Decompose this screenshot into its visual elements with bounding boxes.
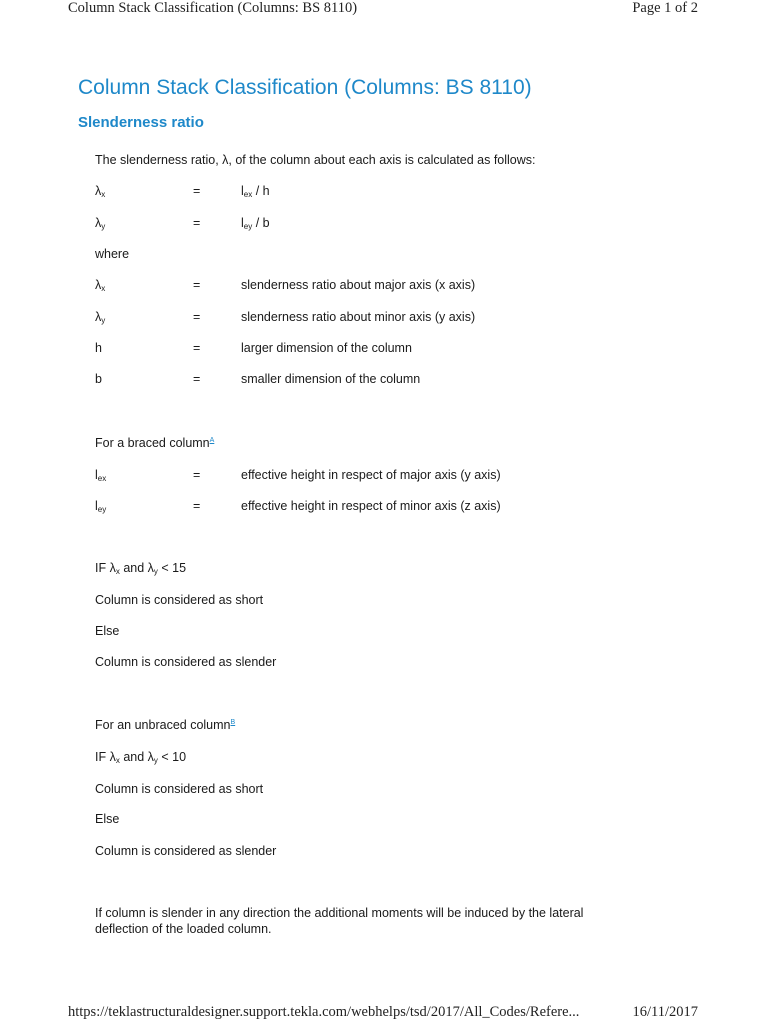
formula-symbol: $\lambda_x$ <box>95 184 106 199</box>
formula-expression: $l_{ex}$ / h <box>241 184 270 199</box>
definition-text: smaller dimension of the column <box>241 372 421 386</box>
where-label: where <box>95 247 130 261</box>
equals-sign: = <box>193 310 201 324</box>
unbraced-slender-text: Column is considered as slender <box>95 844 277 858</box>
braced-heading: For a braced column$^A$ <box>95 436 215 450</box>
definition-text: effective height in respect of major axis (y axis) <box>241 468 501 482</box>
braced-slender-text: Column is considered as slender <box>95 655 277 669</box>
definition-text: slenderness ratio about minor axis (y axis) <box>241 310 476 324</box>
equals-sign: = <box>193 216 201 230</box>
equals-sign: = <box>193 278 201 292</box>
formula-symbol: $\lambda_y$ <box>95 216 106 231</box>
equals-sign: = <box>193 341 201 355</box>
definition-text: effective height in respect of minor axis (z axis) <box>241 499 501 513</box>
equals-sign: = <box>193 184 201 198</box>
source-url: https://teklastructuraldesigner.support.tekla.com/webhelps/tsd/2017/All_Codes/Refere... <box>68 1004 580 1020</box>
definition-symbol: b <box>95 372 102 386</box>
equals-sign: = <box>193 372 201 386</box>
print-date: 16/11/2017 <box>632 1004 698 1020</box>
definition-symbol: h <box>95 341 102 355</box>
definition-text: larger dimension of the column <box>241 341 412 355</box>
braced-condition: IF $\lambda_x$ and $\lambda_y < 15$ <box>95 561 187 576</box>
definition-symbol: $\lambda_x$ <box>95 278 106 293</box>
print-footer <box>0 1004 768 1024</box>
page-title: Column Stack Classification (Columns: BS 8110) <box>78 76 532 99</box>
braced-else-text: Else <box>95 624 120 638</box>
section-heading: Slenderness ratio <box>78 114 204 131</box>
definition-text: slenderness ratio about major axis (x axis) <box>241 278 476 292</box>
definition-symbol: $l_{ey}$ <box>95 499 107 514</box>
unbraced-short-text: Column is considered as short <box>95 782 264 796</box>
intro-text: The slenderness ratio, λ, of the column about each axis is calculated as follows: <box>95 153 536 167</box>
equals-sign: = <box>193 499 201 513</box>
equals-sign: = <box>193 468 201 482</box>
unbraced-condition: IF $\lambda_x$ and $\lambda_y < 10$ <box>95 750 187 765</box>
print-header-title: Column Stack Classification (Columns: BS 8110) <box>68 0 358 16</box>
unbraced-heading: For an unbraced column$^B$ <box>95 718 236 732</box>
footnote-link-b[interactable]: B <box>230 719 236 726</box>
unbraced-else-text: Else <box>95 812 120 826</box>
formula-expression: $l_{ey}$ / b <box>241 216 270 231</box>
definition-symbol: $\lambda_y$ <box>95 310 106 325</box>
footnote-link-a[interactable]: A <box>209 437 215 444</box>
page-number: Page 1 of 2 <box>632 0 698 16</box>
braced-short-text: Column is considered as short <box>95 593 264 607</box>
closing-paragraph: If column is slender in any direction the additional moments will be induced by the lateral deflection of the loaded column. <box>95 906 584 936</box>
definition-symbol: $l_{ex}$ <box>95 468 107 483</box>
